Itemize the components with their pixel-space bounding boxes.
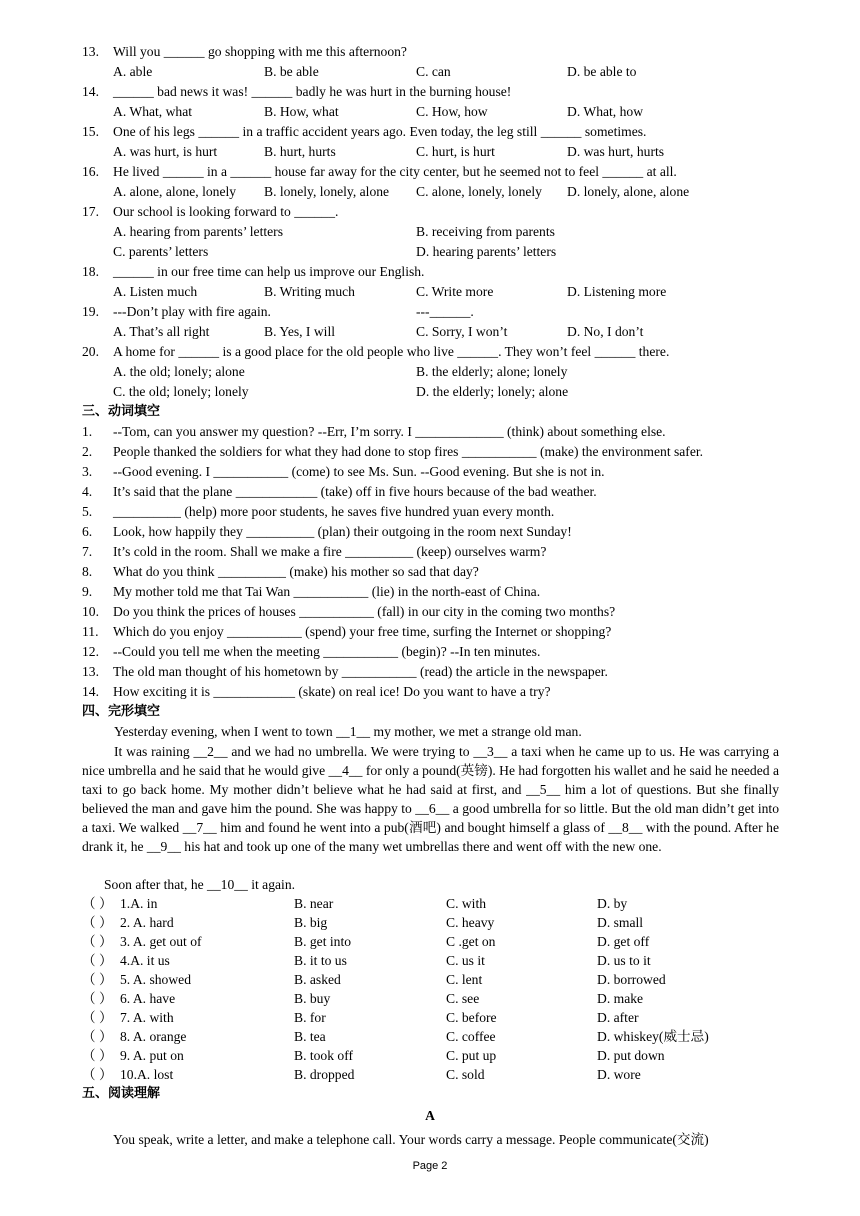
cloze-option-row [82, 932, 782, 951]
answer-option: B. get into [294, 934, 352, 949]
answer-option: B. asked [294, 972, 341, 987]
answer-option: D. hearing parents’ letters [416, 244, 557, 259]
answer-option: D. by [597, 896, 628, 911]
answer-option: 5. A. showed [120, 972, 191, 987]
answer-option: C. How, how [416, 104, 488, 119]
question-number: 15. [82, 124, 99, 139]
answer-option: D. wore [597, 1067, 641, 1082]
cloze-option-row [82, 1008, 782, 1027]
answer-option: D. Listening more [567, 284, 667, 299]
item-number: 3. [82, 464, 93, 479]
answer-option: C. Write more [416, 284, 494, 299]
answer-option: A. What, what [113, 104, 193, 119]
answer-option: D. after [597, 1010, 639, 1025]
cloze-option-row [82, 894, 782, 913]
answer-option: A. the old; lonely; alone [113, 364, 245, 379]
answer-option: B. tea [294, 1029, 326, 1044]
question-number: 13. [82, 44, 99, 59]
answer-bracket: （ ） [82, 915, 113, 930]
answer-option: B. it to us [294, 953, 347, 968]
question-text: He lived ______ in a ______ house far away for the city center, but he seemed not to feel ______ at all. [113, 164, 677, 179]
item-number: 9. [82, 584, 93, 599]
answer-option: B. dropped [294, 1067, 355, 1082]
answer-option: A. alone, alone, lonely [113, 184, 237, 199]
answer-option: D. make [597, 991, 644, 1006]
answer-option: 6. A. have [120, 991, 176, 1006]
item-text: --Could you tell me when the meeting ___________ (begin)? --In ten minutes. [113, 644, 541, 659]
item-text: What do you think __________ (make) his mother so sad that day? [113, 564, 479, 579]
item-number: 13. [82, 664, 99, 679]
answer-option: B. lonely, lonely, alone [264, 184, 390, 199]
cloze-option-row [82, 913, 782, 932]
answer-option: C. the old; lonely; lonely [113, 384, 249, 399]
cloze-paragraph: Soon after that, he __10__ it again. [104, 877, 296, 892]
question-text: A home for ______ is a good place for the old people who live ______. They won’t feel ______ there. [113, 344, 670, 359]
answer-option: B. big [294, 915, 328, 930]
cloze-option-row [82, 970, 782, 989]
item-text: __________ (help) more poor students, he saves five hundred yuan every month. [113, 504, 555, 519]
answer-option: 10.A. lost [120, 1067, 174, 1082]
question-text: Will you ______ go shopping with me this afternoon? [113, 44, 407, 59]
answer-option: 1.A. in [120, 896, 158, 911]
answer-option: 4.A. it us [120, 953, 170, 968]
answer-option: B. took off [294, 1048, 354, 1063]
answer-option: 3. A. get out of [120, 934, 202, 949]
item-text: People thanked the soldiers for what they had done to stop fires ___________ (make) the environment safer. [113, 444, 704, 459]
answer-option: C. coffee [446, 1029, 496, 1044]
question-number: 18. [82, 264, 99, 279]
item-number: 11. [82, 624, 99, 639]
answer-option: D. the elderly; lonely; alone [416, 384, 569, 399]
answer-option: B. receiving from parents [416, 224, 555, 239]
answer-option: 7. A. with [120, 1010, 174, 1025]
section-heading: 五、阅读理解 [82, 1086, 161, 1101]
cloze-option-row [82, 1027, 782, 1046]
answer-bracket: （ ） [82, 953, 113, 968]
item-text: My mother told me that Tai Wan ___________ (lie) in the north-east of China. [113, 584, 541, 599]
cloze-option-row [82, 1065, 782, 1084]
answer-bracket: （ ） [82, 1048, 113, 1063]
answer-option: C. hurt, is hurt [416, 144, 495, 159]
answer-bracket: （ ） [82, 991, 113, 1006]
answer-option: B. hurt, hurts [264, 144, 336, 159]
section-heading: 四、完形填空 [82, 704, 161, 719]
question-text: Our school is looking forward to ______. [113, 204, 339, 219]
item-number: 10. [82, 604, 99, 619]
question-text: ---Don’t play with fire again. [113, 304, 271, 319]
answer-option: C. us it [446, 953, 485, 968]
answer-option: A. hearing from parents’ letters [113, 224, 283, 239]
answer-option: D. be able to [567, 64, 637, 79]
item-text: The old man thought of his hometown by ___________ (read) the article in the newspaper. [113, 664, 608, 679]
cloze-paragraph: It was raining __2__ and we had no umbrella. We were trying to __3__ a taxi when he came up to us. He was carrying a nice umbrella and he said that he would give __4__ for only a pound(英镑). He had forgotten his wallet and he said he needed a taxi to go back home. My mother didn’t believe what he had said at first, and __5__ him a lot of questions. But she finally believed the man and gave him the pound. She was happy to __6__ a good umbrella for so little. But the old man didn’t get into a taxi. We walked __7__ him and found he went into a pub(酒吧) and bought himself a glass of __8__ with the pound. After he drank it, he __9__ his hat and took up one of the many wet umbrellas there and went off with the new one. [82, 744, 779, 854]
answer-option: D. us to it [597, 953, 651, 968]
answer-option: A. Listen much [113, 284, 198, 299]
item-text: --Tom, can you answer my question? --Err, I’m sorry. I _____________ (think) about something else. [113, 424, 666, 439]
answer-option: D. lonely, alone, alone [567, 184, 690, 199]
question-text: ______ bad news it was! ______ badly he was hurt in the burning house! [113, 84, 512, 99]
answer-option: B. Yes, I will [264, 324, 336, 339]
cloze-option-row [82, 1046, 782, 1065]
question-reply: ---______. [416, 304, 474, 319]
answer-bracket: （ ） [82, 972, 113, 987]
answer-bracket: （ ） [82, 934, 113, 949]
item-number: 8. [82, 564, 93, 579]
answer-option: C. can [416, 64, 451, 79]
item-text: How exciting it is ____________ (skate) on real ice! Do you want to have a try? [113, 684, 551, 699]
answer-option: 9. A. put on [120, 1048, 184, 1063]
answer-bracket: （ ） [82, 1067, 113, 1082]
question-number: 14. [82, 84, 99, 99]
cloze-paragraph: Yesterday evening, when I went to town __1__ my mother, we met a strange old man. [114, 724, 582, 739]
answer-option: D. put down [597, 1048, 665, 1063]
item-text: Do you think the prices of houses ___________ (fall) in our city in the coming two months? [113, 604, 616, 619]
answer-option: B. be able [264, 64, 319, 79]
answer-option: D. was hurt, hurts [567, 144, 665, 159]
question-text: ______ in our free time can help us improve our English. [113, 264, 425, 279]
answer-option: C. heavy [446, 915, 495, 930]
passage-letter: A [425, 1108, 435, 1123]
cloze-option-row [82, 989, 782, 1008]
answer-bracket: （ ） [82, 1029, 113, 1044]
item-text: It’s cold in the room. Shall we make a fire __________ (keep) ourselves warm? [113, 544, 547, 559]
question-number: 19. [82, 304, 99, 319]
answer-option: 8. A. orange [120, 1029, 187, 1044]
answer-option: A. That’s all right [113, 324, 210, 339]
answer-option: C. put up [446, 1048, 497, 1063]
item-number: 6. [82, 524, 93, 539]
answer-option: B. Writing much [264, 284, 355, 299]
question-text: One of his legs ______ in a traffic accident years ago. Even today, the leg still ______ sometimes. [113, 124, 647, 139]
answer-option: C. lent [446, 972, 483, 987]
item-number: 4. [82, 484, 93, 499]
passage-first-line: You speak, write a letter, and make a telephone call. Your words carry a message. People communicate(交流) [113, 1132, 709, 1147]
question-number: 17. [82, 204, 99, 219]
answer-option: C. sold [446, 1067, 485, 1082]
answer-option: C. with [446, 896, 487, 911]
answer-option: D. get off [597, 934, 650, 949]
question-number: 16. [82, 164, 99, 179]
item-number: 14. [82, 684, 99, 699]
answer-option: B. buy [294, 991, 331, 1006]
answer-bracket: （ ） [82, 896, 113, 911]
answer-option: D. small [597, 915, 644, 930]
answer-option: B. near [294, 896, 334, 911]
answer-option: C. alone, lonely, lonely [416, 184, 542, 199]
item-number: 12. [82, 644, 99, 659]
answer-option: 2. A. hard [120, 915, 174, 930]
answer-option: B. for [294, 1010, 326, 1025]
item-number: 7. [82, 544, 93, 559]
item-number: 2. [82, 444, 93, 459]
cloze-option-row [82, 951, 782, 970]
item-text: --Good evening. I ___________ (come) to see Ms. Sun. --Good evening. But she is not in. [113, 464, 605, 479]
answer-option: C. Sorry, I won’t [416, 324, 508, 339]
page-number: Page 2 [412, 1160, 448, 1172]
answer-option: C. see [446, 991, 480, 1006]
answer-option: C. before [446, 1010, 497, 1025]
answer-option: D. What, how [567, 104, 644, 119]
item-text: It’s said that the plane ____________ (take) off in five hours because of the bad weather. [113, 484, 597, 499]
item-number: 5. [82, 504, 93, 519]
item-number: 1. [82, 424, 93, 439]
item-text: Which do you enjoy ___________ (spend) your free time, surfing the Internet or shopping? [113, 624, 612, 639]
answer-option: C .get on [446, 934, 496, 949]
answer-option: D. borrowed [597, 972, 666, 987]
answer-option: B. How, what [264, 104, 339, 119]
section-heading: 三、动词填空 [82, 404, 161, 419]
answer-option: A. able [113, 64, 153, 79]
answer-option: B. the elderly; alone; lonely [416, 364, 568, 379]
answer-option: D. No, I don’t [567, 324, 644, 339]
item-text: Look, how happily they __________ (plan) their outgoing in the room next Sunday! [113, 524, 572, 539]
answer-option: D. whiskey(威士忌) [597, 1029, 709, 1044]
answer-option: A. was hurt, is hurt [113, 144, 218, 159]
question-number: 20. [82, 344, 99, 359]
answer-option: C. parents’ letters [113, 244, 209, 259]
answer-bracket: （ ） [82, 1010, 113, 1025]
